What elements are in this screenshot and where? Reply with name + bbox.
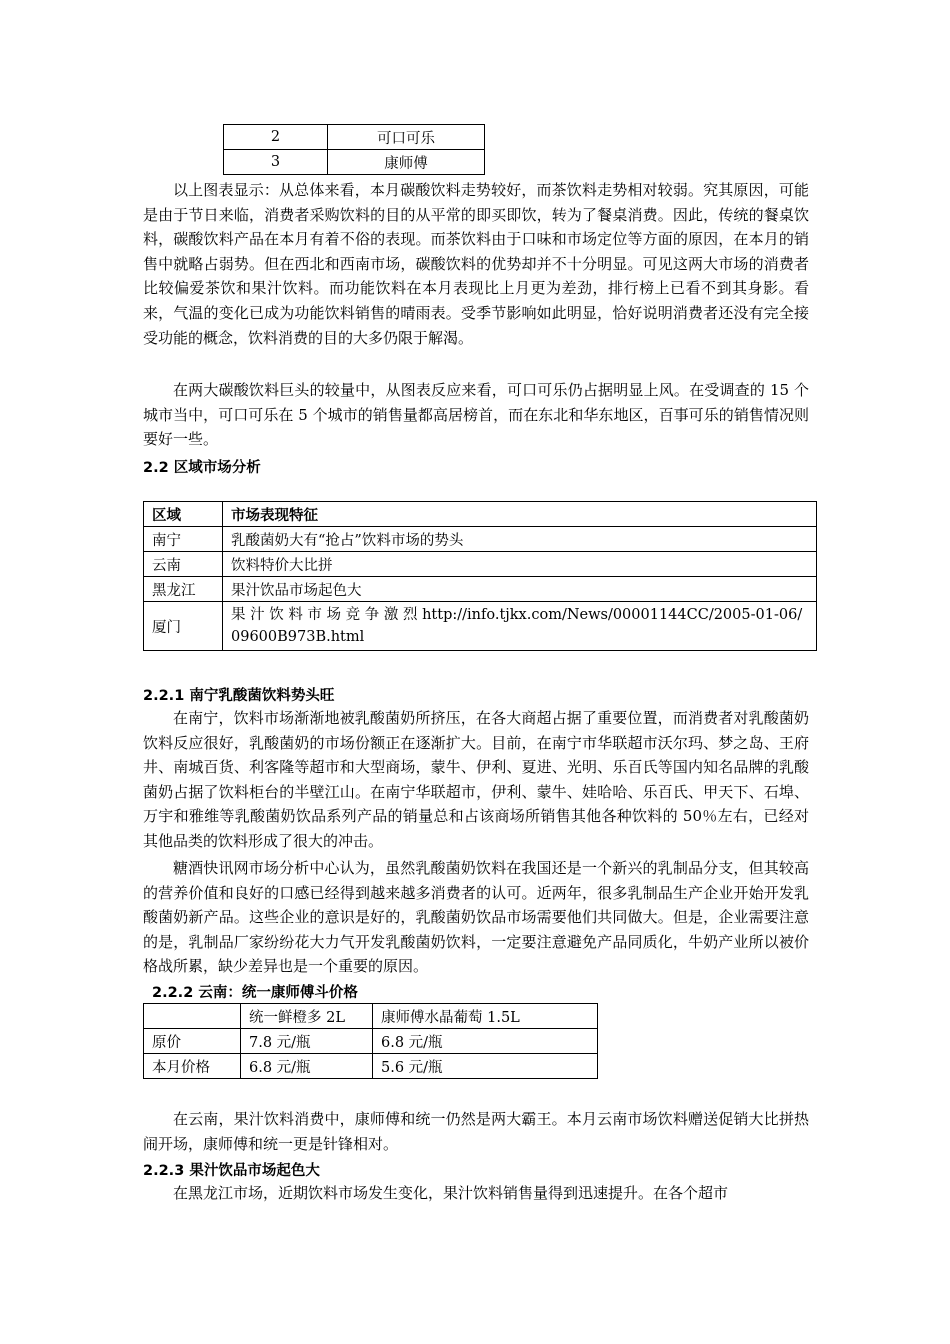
region-cell: 南宁: [144, 527, 223, 552]
price-table: [143, 1003, 598, 1079]
rank-table: [223, 124, 485, 175]
row-label: 原价: [144, 1029, 241, 1054]
brand-cell: 可口可乐: [328, 125, 485, 150]
table-row: [224, 150, 485, 175]
region-table: [143, 501, 817, 651]
section-heading-2-2-3: 2.2.3 果汁饮品市场起色大: [143, 1163, 320, 1179]
column-header: 市场表现特征: [223, 502, 817, 527]
table-row: [224, 125, 485, 150]
yunnan-paragraph: 在云南，果汁饮料消费中，康师傅和统一仍然是两大霸王。本月云南市场饮料赠送促销大比拼热闹开场，康师傅和统一更是针锋相对。: [143, 1110, 809, 1153]
column-header: 康师傅水晶葡萄 1.5L: [373, 1004, 598, 1029]
table-header-row: [144, 1004, 598, 1029]
nanning-paragraph: 在南宁，饮料市场渐渐地被乳酸菌奶所挤压，在各大商超占据了重要位置，而消费者对乳酸菌奶饮料反应很好，乳酸菌奶的市场份额正在逐渐扩大。目前，在南宁市华联超市沃尔玛、梦之岛、王府井、南城百货、利客隆等超市和大型商场，蒙牛、伊利、夏进、光明、乐百氏等国内知名品牌的乳酸菌奶占据了饮料柜台的半壁江山。在南宁华联超市，伊利、蒙牛、娃哈哈、乐百氏、甲天下、石埠、万宇和雅维等乳酸菌奶饮品系列产品的销量总和占该商场所销售其他各种饮料的 50％左右，已经对其他品类的饮料形成了很大的冲击。: [143, 709, 809, 850]
table-row: [144, 577, 817, 602]
column-header: 区域: [144, 502, 223, 527]
table-row: [144, 602, 817, 651]
section-heading-2-2-2: 2.2.2 云南：统一康师傅斗价格: [152, 985, 358, 1001]
analysis-paragraph: 以上图表显示：从总体来看，本月碳酸饮料走势较好，而茶饮料走势相对较弱。究其原因，可能是由于节日来临，消费者采购饮料的目的从平常的即买即饮，转为了餐桌消费。因此，传统的餐桌饮料，碳酸饮料产品在本月有着不俗的表现。而茶饮料由于口味和市场定位等方面的原因，在本月的销售中就略占弱势。但在西北和西南市场，碳酸饮料的优势却并不十分明显。可见这两大市场的消费者比较偏爱茶饮和果汁饮料。而功能饮料在本月表现比上月更为差劲，排行榜上已看不到其身影。看来，气温的变化已成为功能饮料销售的晴雨表。受季节影响如此明显，恰好说明消费者还没有完全接受功能的概念，饮料消费的目的大多仍限于解渴。: [143, 181, 809, 347]
row-label: 本月价格: [144, 1054, 241, 1079]
region-cell: 云南: [144, 552, 223, 577]
table-row: [144, 527, 817, 552]
rank-cell: 2: [224, 125, 328, 150]
region-cell: 厦门: [144, 602, 223, 651]
section-heading-2-2-1: 2.2.1 南宁乳酸菌饮料势头旺: [143, 688, 335, 704]
cola-paragraph: 在两大碳酸饮料巨头的较量中，从图表反应来看，可口可乐仍占据明显上风。在受调查的 15 个城市当中，可口可乐在 5 个城市的销售量都高居榜首，而在东北和华东地区，百事可乐的销售情况则要好一些。: [143, 381, 809, 449]
rank-cell: 3: [224, 150, 328, 175]
brand-cell: 康师傅: [328, 150, 485, 175]
feature-cell: 乳酸菌奶大有“抢占”饮料市场的势头: [223, 527, 817, 552]
price-cell: 6.8 元/瓶: [241, 1054, 373, 1079]
price-cell: 7.8 元/瓶: [241, 1029, 373, 1054]
column-header: 统一鲜橙多 2L: [241, 1004, 373, 1029]
table-row: [144, 1029, 598, 1054]
column-header: [144, 1004, 241, 1029]
table-row: [144, 1054, 598, 1079]
price-cell: 5.6 元/瓶: [373, 1054, 598, 1079]
feature-cell: 果 汁 饮 料 市 场 竞 争 激 烈 http://info.tjkx.com/News/00001144CC/2005-01-06/09600B973B.html: [223, 602, 817, 651]
heilongjiang-paragraph: 在黑龙江市场，近期饮料市场发生变化，果汁饮料销售量得到迅速提升。在各个超市: [173, 1184, 729, 1202]
section-heading-2-2: 2.2 区域市场分析: [143, 460, 261, 476]
price-cell: 6.8 元/瓶: [373, 1029, 598, 1054]
analysis-center-paragraph: 糖酒快讯网市场分析中心认为，虽然乳酸菌奶饮料在我国还是一个新兴的乳制品分支，但其较高的营养价值和良好的口感已经得到越来越多消费者的认可。近两年，很多乳制品生产企业开始开发乳酸菌奶新产品。这些企业的意识是好的，乳酸菌奶饮品市场需要他们共同做大。但是，企业需要注意的是，乳制品厂家纷纷花大力气开发乳酸菌奶饮料，一定要注意避免产品同质化，牛奶产业所以被价格战所累，缺少差异也是一个重要的原因。: [143, 859, 809, 976]
feature-cell: 饮料特价大比拼: [223, 552, 817, 577]
feature-cell: 果汁饮品市场起色大: [223, 577, 817, 602]
table-row: [144, 552, 817, 577]
table-header-row: [144, 502, 817, 527]
region-cell: 黑龙江: [144, 577, 223, 602]
